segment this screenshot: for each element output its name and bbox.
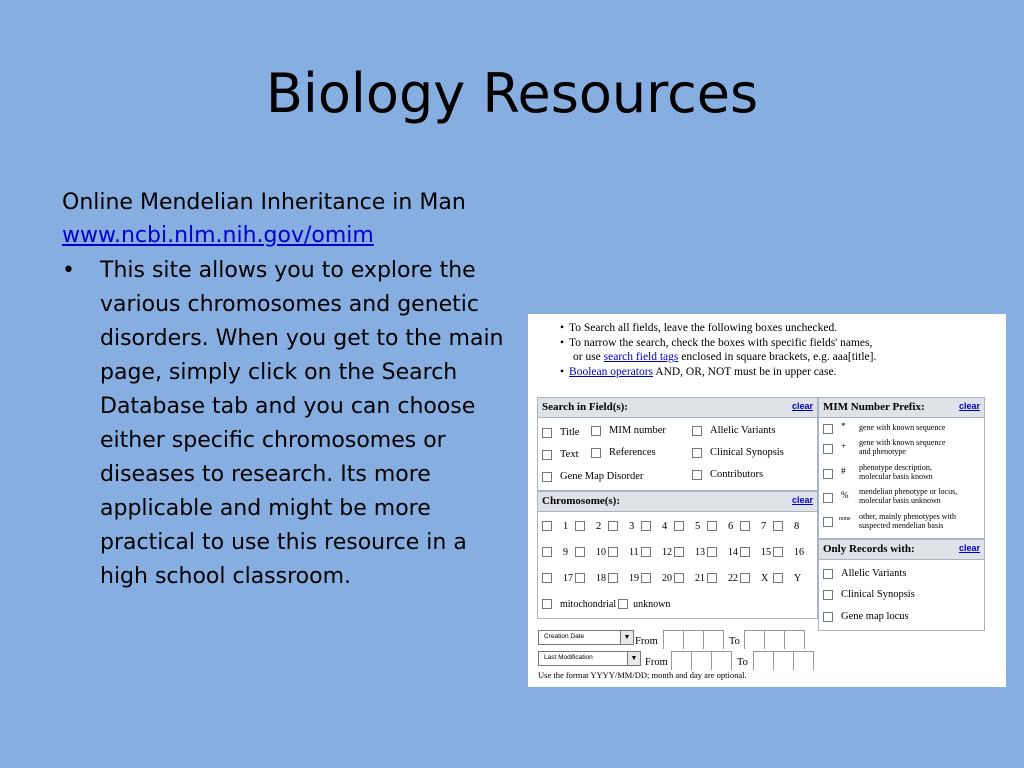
search-tips <box>560 321 876 379</box>
prefix-star-label: gene with known sequence <box>859 423 946 432</box>
creation-date-select[interactable]: Creation Date ▼ <box>538 630 634 645</box>
modification-to-boxes[interactable] <box>753 651 814 670</box>
tip-3: • Boolean operators AND, OR, NOT must be in upper case. <box>560 365 876 380</box>
only-records-panel <box>818 539 985 631</box>
mim-prefix-title: MIM Number Prefix: <box>823 401 925 413</box>
description-bullet <box>62 254 512 594</box>
chromosomes-title: Chromosome(s): <box>542 495 621 507</box>
boolean-operators-link[interactable]: Boolean operators <box>569 365 654 378</box>
field-mim-number[interactable]: MIM number <box>591 425 666 436</box>
prefix-star-symbol: * <box>841 421 846 431</box>
dropdown-arrow-icon: ▼ <box>620 631 633 644</box>
chromosome-row-4: mitochondrial unknown <box>542 599 670 610</box>
prefix-percent-symbol: % <box>841 490 849 500</box>
from-label-1: From <box>635 636 658 647</box>
to-label-2: To <box>737 657 748 668</box>
prefix-none-label: other, mainly phenotypes with suspected mendelian basis <box>859 512 956 530</box>
tip-1: • To Search all fields, leave the following boxes unchecked. <box>560 321 876 336</box>
prefix-hash-checkbox[interactable] <box>823 469 833 479</box>
tip-2-cont: or use search field tags enclosed in square brackets, e.g. aaa[title]. <box>573 351 877 363</box>
from-label-2: From <box>645 657 668 668</box>
omim-link[interactable]: www.ncbi.nlm.nih.gov/omim <box>62 223 374 248</box>
record-gene-map-locus[interactable]: Gene map locus <box>823 611 909 622</box>
search-fields-title: Search in Field(s): <box>542 401 628 413</box>
omim-search-screenshot <box>528 314 1006 687</box>
resource-heading: Online Mendelian Inheritance in Man <box>62 190 466 215</box>
slide-title: Biology Resources <box>265 62 759 125</box>
prefix-plus-checkbox[interactable] <box>823 444 833 454</box>
creation-to-boxes[interactable] <box>744 630 805 649</box>
field-allelic-variants[interactable]: Allelic Variants <box>692 425 775 436</box>
prefix-none-symbol: none <box>839 516 851 522</box>
prefix-percent-label: mendelian phenotype or locus, molecular basis unknown <box>859 487 958 505</box>
creation-from-boxes[interactable] <box>663 630 724 649</box>
field-text[interactable]: Text <box>542 449 579 460</box>
description-text: This site allows you to explore the various chromosomes and genetic disorders. When you get to the main page, simply click on the Search Database tab and you can choose either specific chromosomes or diseases to research. Its more applicable and might be more practical to use this resource in a high school classroom. <box>100 258 504 589</box>
field-contributors[interactable]: Contributors <box>692 469 763 480</box>
record-clinical-synopsis[interactable]: Clinical Synopsis <box>823 589 915 600</box>
prefix-none-checkbox[interactable] <box>823 517 833 527</box>
only-records-clear[interactable]: clear <box>958 543 980 553</box>
chromosome-row-3: 17 18 19 20 21 22 X Y <box>542 573 806 584</box>
date-format-hint: Use the format YYYY/MM/DD; month and day are optional. <box>538 670 747 680</box>
search-fields-panel <box>537 397 818 491</box>
mim-prefix-panel <box>818 397 985 539</box>
field-clinical-synopsis[interactable]: Clinical Synopsis <box>692 447 784 458</box>
last-modification-select[interactable]: Last Modification ▼ <box>538 651 641 666</box>
modification-from-boxes[interactable] <box>671 651 732 670</box>
bullet-icon: • <box>62 258 75 283</box>
to-label-1: To <box>729 636 740 647</box>
prefix-hash-symbol: # <box>841 466 846 476</box>
tip-2: • To narrow the search, check the boxes with specific fields' names, <box>560 336 876 351</box>
chromosomes-panel <box>537 491 818 619</box>
only-records-title: Only Records with: <box>823 543 915 555</box>
field-gene-map-disorder[interactable]: Gene Map Disorder <box>542 471 643 482</box>
prefix-percent-checkbox[interactable] <box>823 493 833 503</box>
prefix-star-checkbox[interactable] <box>823 424 833 434</box>
search-field-tags-link[interactable]: search field tags <box>603 351 679 363</box>
record-allelic-variants[interactable]: Allelic Variants <box>823 568 906 579</box>
chromosomes-clear[interactable]: clear <box>791 495 813 505</box>
field-references[interactable]: References <box>591 447 656 458</box>
mim-prefix-clear[interactable]: clear <box>958 401 980 411</box>
search-fields-clear[interactable]: clear <box>791 401 813 411</box>
field-title[interactable]: Title <box>542 427 579 438</box>
dropdown-arrow-icon: ▼ <box>627 652 640 665</box>
prefix-hash-label: phenotype description, molecular basis known <box>859 463 933 481</box>
chromosome-row-2: 9 10 11 12 13 14 15 16 <box>542 547 806 558</box>
slide-body <box>62 186 512 594</box>
prefix-plus-label: gene with known sequence and phenotype <box>859 438 946 456</box>
prefix-plus-symbol: + <box>841 441 847 451</box>
chromosome-row-1: 1 2 3 4 5 6 7 8 <box>542 521 806 532</box>
